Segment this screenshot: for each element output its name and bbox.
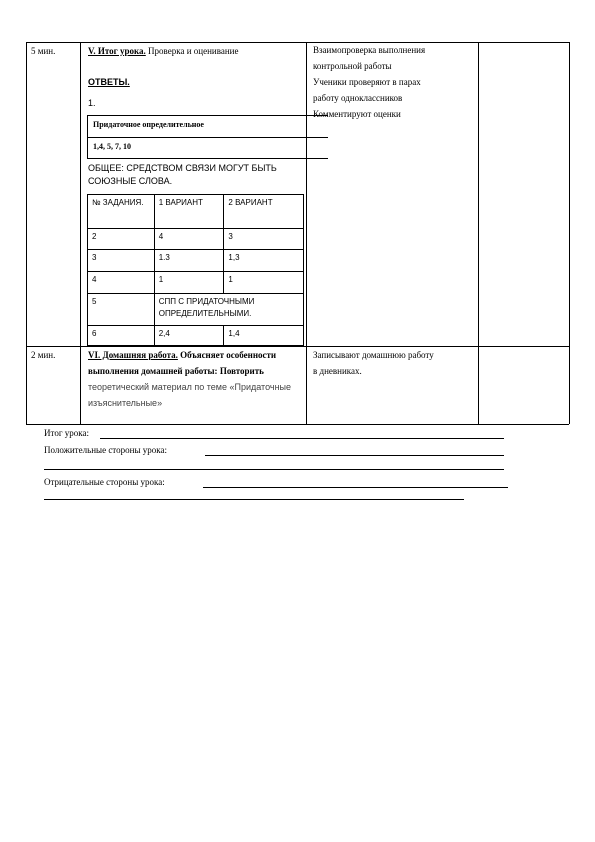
task-text: теоретический материал по теме «Придаточные изъяснительные» <box>88 382 292 408</box>
item-number: 1. <box>88 98 96 108</box>
section-heading-1 <box>88 46 304 56</box>
positive-fill-line <box>205 455 504 456</box>
table-cell: 1 <box>224 272 304 294</box>
summary-label: Итог урока: <box>44 428 89 438</box>
table-cell: 3 <box>224 229 304 250</box>
table-cell-merged: СПП С ПРИДАТОЧНЫМИ ОПРЕДЕЛИТЕЛЬНЫМИ. <box>154 294 303 326</box>
table-cell: 4 <box>88 272 155 294</box>
table-cell: 5 <box>88 294 155 326</box>
box-title: Придаточное определительное <box>93 120 204 129</box>
student-activity-1 <box>313 42 475 122</box>
student-line: Записывают домашнюю работу <box>313 350 434 360</box>
student-line: работу одноклассников <box>313 93 403 103</box>
box-left-border <box>87 115 88 158</box>
answers-table-header <box>88 195 304 229</box>
student-line: Ученики проверяют в парах <box>313 77 421 87</box>
negative-fill-line-2 <box>44 499 464 500</box>
summary-fill-line <box>100 438 504 439</box>
table-row <box>88 294 304 326</box>
student-activity-2 <box>313 347 475 379</box>
student-line: Взаимопроверка выполнения <box>313 45 426 55</box>
table-row <box>88 272 304 294</box>
table-cell: 4 <box>154 229 224 250</box>
box-bottom-line <box>87 158 328 159</box>
task-label: Повторить <box>219 366 264 376</box>
table-row <box>88 250 304 272</box>
table-row <box>88 229 304 250</box>
table-left-border <box>26 42 27 424</box>
section-heading-rest-2: Объясняет особенности выполнения домашней работы: <box>88 350 277 376</box>
negative-fill-line <box>203 487 508 488</box>
positive-fill-line-2 <box>44 469 504 470</box>
table-bottom-border <box>26 424 569 425</box>
table-right-border <box>569 42 570 424</box>
table-row <box>88 326 304 346</box>
positive-label: Положительные стороны урока: <box>44 445 167 455</box>
table-col-divider-3 <box>478 42 479 424</box>
header-cell: 1 ВАРИАНТ <box>154 195 224 229</box>
box-top-border <box>87 115 328 116</box>
time-cell-1: 5 мин. <box>31 46 56 56</box>
header-cell: 2 ВАРИАНТ <box>224 195 304 229</box>
table-top-border <box>26 42 569 43</box>
table-col-divider-2 <box>306 42 307 424</box>
table-cell: 1,3 <box>224 250 304 272</box>
time-cell-2: 2 мин. <box>31 350 56 360</box>
student-line: в дневниках. <box>313 366 362 376</box>
table-cell: 2 <box>88 229 155 250</box>
box-mid-line <box>87 137 328 138</box>
table-cell: 1.3 <box>154 250 224 272</box>
table-cell: 3 <box>88 250 155 272</box>
section-heading-rest-1: Проверка и оценивание <box>145 46 239 56</box>
box-answer: 1,4, 5, 7, 10 <box>93 142 131 151</box>
student-line: Комментируют оценки <box>313 109 401 119</box>
section-heading-2 <box>88 347 302 411</box>
general-note: ОБЩЕЕ: СРЕДСТВОМ СВЯЗИ МОГУТ БЫТЬ СОЮЗНЫЕ СЛОВА. <box>88 163 277 186</box>
student-line: контрольной работы <box>313 61 392 71</box>
table-cell: 2,4 <box>154 326 224 346</box>
answers-table <box>87 194 304 346</box>
table-cell: 6 <box>88 326 155 346</box>
table-col-divider-1 <box>80 42 81 424</box>
table-cell: 1,4 <box>224 326 304 346</box>
header-cell: № ЗАДАНИЯ. <box>88 195 155 229</box>
negative-label: Отрицательные стороны урока: <box>44 477 165 487</box>
table-cell: 1 <box>154 272 224 294</box>
section-number-1: V. Итог урока. <box>88 46 146 56</box>
answers-title: ОТВЕТЫ. <box>88 77 130 87</box>
section-number-2: VI. Домашняя работа. <box>88 350 178 360</box>
